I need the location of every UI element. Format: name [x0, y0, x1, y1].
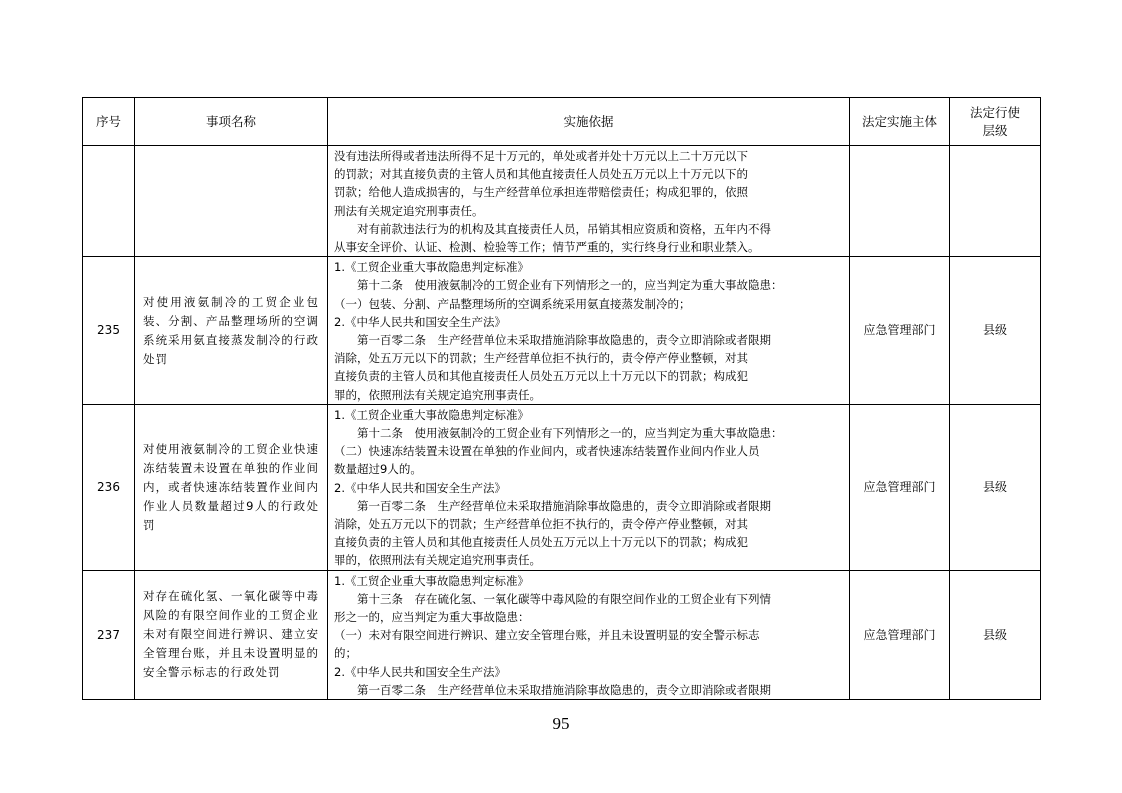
table-body [83, 146, 1041, 700]
basis-line: 第一百零二条 生产经营单位未采取措施消除事故隐患的，责令立即消除或者限期 [334, 682, 771, 697]
regulation-table [82, 97, 1041, 700]
basis-line: 2.《中华人民共和国安全生产法》 [334, 314, 506, 329]
basis-line: 罚款；给他人造成损害的，与生产经营单位承担连带赔偿责任；构成犯罪的，依照 [334, 185, 748, 200]
row-subject-cell [850, 146, 950, 257]
basis-line: 1.《工贸企业重大事故隐患判定标准》 [334, 407, 529, 422]
row-basis-cell [328, 257, 850, 405]
row-basis-cell [328, 404, 850, 570]
row-level-cell: 县级 [950, 404, 1041, 570]
basis-line: 第十二条 使用液氨制冷的工贸企业有下列情形之一的，应当判定为重大事故隐患： [334, 426, 783, 441]
basis-line: 直接负责的主管人员和其他直接责任人员处五万元以上十万元以下的罚款；构成犯 [334, 369, 748, 384]
basis-line: （一）包装、分割、产品整理场所的空调系统采用氨直接蒸发制冷的； [334, 296, 691, 311]
basis-line: 没有违法所得或者违法所得不足十万元的，单处或者并处十万元以上二十万元以下 [334, 149, 748, 163]
row-level-cell: 县级 [950, 257, 1041, 405]
basis-line: 的； [334, 646, 357, 661]
table-row [83, 570, 1041, 699]
row-level-cell [950, 146, 1041, 257]
basis-line: 对有前款违法行为的机构及其直接责任人员，吊销其相应资质和资格，五年内不得 [334, 221, 771, 236]
row-name-cell: 对使用液氨制冷的工贸企业包装、分割、产品整理场所的空调系统采用氨直接蒸发制冷的行政处罚 [135, 257, 328, 405]
basis-line: 刑法有关规定追究刑事责任。 [334, 203, 484, 218]
basis-line: 第十三条 存在硫化氢、一氧化碳等中毒风险的有限空间作业的工贸企业有下列情 [334, 591, 771, 606]
row-subject-cell: 应急管理部门 [850, 257, 950, 405]
basis-line: 2.《中华人民共和国安全生产法》 [334, 664, 506, 679]
row-level-cell: 县级 [950, 570, 1041, 699]
table-row [83, 257, 1041, 405]
basis-line: 消除，处五万元以下的罚款；生产经营单位拒不执行的，责令停产停业整顿，对其 [334, 351, 748, 366]
row-name-cell [135, 146, 328, 257]
basis-line: 1.《工贸企业重大事故隐患判定标准》 [334, 260, 529, 275]
basis-line: 直接负责的主管人员和其他直接责任人员处五万元以上十万元以下的罚款；构成犯 [334, 535, 748, 550]
row-seq-cell: 237 [83, 570, 135, 699]
table-row [83, 146, 1041, 257]
basis-line: 第十二条 使用液氨制冷的工贸企业有下列情形之一的，应当判定为重大事故隐患： [334, 278, 783, 293]
page-number: 95 [552, 714, 570, 733]
row-name-cell: 对使用液氨制冷的工贸企业快速冻结装置未设置在单独的作业间内，或者快速冻结装置作业间内作业人员数量超过9人的行政处罚 [135, 404, 328, 570]
basis-line: 的罚款；对其直接负责的主管人员和其他直接责任人员处五万元以上十万元以下的 [334, 167, 748, 182]
basis-line: 罪的，依照刑法有关规定追究刑事责任。 [334, 387, 541, 402]
basis-line: 罪的，依照刑法有关规定追究刑事责任。 [334, 553, 541, 568]
header-seq: 序号 [83, 98, 135, 146]
table-row [83, 404, 1041, 570]
row-seq-cell: 235 [83, 257, 135, 405]
header-level: 法定行使层级 [950, 98, 1041, 146]
basis-line: 形之一的，应当判定为重大事故隐患： [334, 610, 530, 625]
basis-line: 第一百零二条 生产经营单位未采取措施消除事故隐患的，责令立即消除或者限期 [334, 333, 771, 348]
header-subject: 法定实施主体 [850, 98, 950, 146]
row-basis-cell [328, 146, 850, 257]
basis-line: 数量超过9人的。 [334, 462, 422, 477]
row-subject-cell: 应急管理部门 [850, 570, 950, 699]
row-subject-cell: 应急管理部门 [850, 404, 950, 570]
basis-line: （一）未对有限空间进行辨识、建立安全管理台账，并且未设置明显的安全警示标志 [334, 628, 760, 643]
table-header-row [83, 98, 1041, 146]
basis-line: 1.《工贸企业重大事故隐患判定标准》 [334, 573, 529, 588]
basis-line: 从事安全评价、认证、检测、检验等工作；情节严重的，实行终身行业和职业禁入。 [334, 240, 760, 255]
row-basis-cell [328, 570, 850, 699]
basis-line: 2.《中华人民共和国安全生产法》 [334, 480, 506, 495]
row-seq-cell: 236 [83, 404, 135, 570]
basis-line: （二）快速冻结装置未设置在单独的作业间内，或者快速冻结装置作业间内作业人员 [334, 444, 760, 459]
basis-line: 消除，处五万元以下的罚款；生产经营单位拒不执行的，责令停产停业整顿，对其 [334, 517, 748, 532]
header-name: 事项名称 [135, 98, 328, 146]
header-basis: 实施依据 [328, 98, 850, 146]
basis-line: 第一百零二条 生产经营单位未采取措施消除事故隐患的，责令立即消除或者限期 [334, 498, 771, 513]
row-name-cell: 对存在硫化氢、一氧化碳等中毒风险的有限空间作业的工贸企业未对有限空间进行辨识、建立安全管理台账，并且未设置明显的安全警示标志的行政处罚 [135, 570, 328, 699]
row-seq-cell [83, 146, 135, 257]
